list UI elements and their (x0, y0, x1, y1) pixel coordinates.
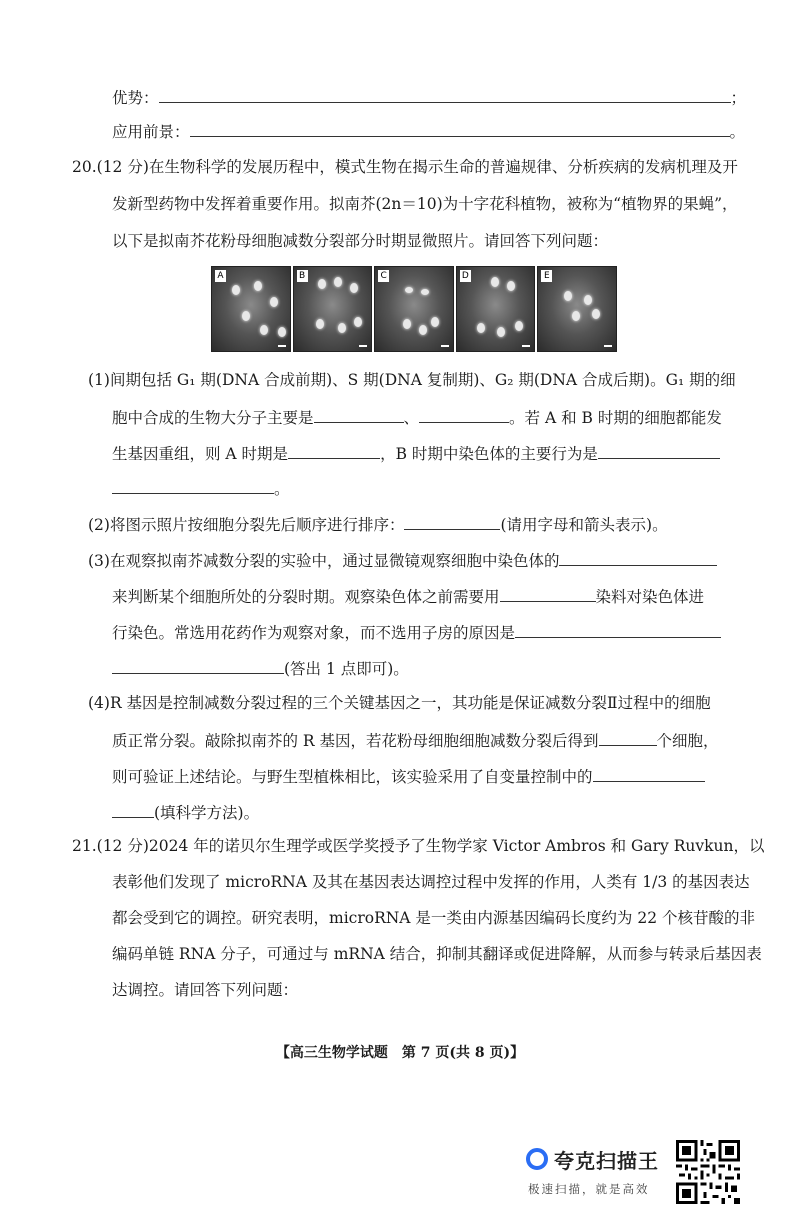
q20-part1-text: 。若 A 和 B 时期的细胞都能发 (509, 409, 722, 427)
q20-part1-line-3 (112, 442, 720, 464)
q20-part1-line-2 (112, 406, 722, 428)
qr-code-icon (676, 1140, 740, 1204)
micrograph-c (374, 266, 454, 352)
chromosome-spot (260, 325, 268, 335)
q20-part1-blank-5[interactable] (112, 477, 274, 494)
micrograph-label: C (378, 270, 389, 282)
chromosome-spot (507, 281, 515, 291)
chromosome-spot (584, 295, 592, 305)
q20-part3-text: (3)在观察拟南芥减数分裂的实验中，通过显微镜观察细胞中染色体的 (88, 552, 560, 570)
q20-part3-text: 染料对染色体进 (595, 588, 705, 606)
q20-part4-text: 则可验证上述结论。与野生型植株相比，该实验采用了自变量控制中的 (112, 768, 593, 786)
q20-stem-line-1: 20.(12 分)在生物科学的发展历程中，模式生物在揭示生命的普遍规律、分析疾病的发病机理及开 (72, 158, 738, 176)
scale-bar (522, 345, 530, 347)
chromosome-spot (431, 317, 439, 327)
q20-part1-blank-2[interactable] (419, 406, 509, 423)
chromosome-spot (242, 311, 250, 321)
micrograph-b (293, 266, 373, 352)
chromosome-spot (338, 323, 346, 333)
micrograph-d (456, 266, 536, 352)
chromosome-spot (515, 321, 523, 331)
q19-application-blank[interactable] (190, 120, 730, 137)
q20-part1-text: 生基因重组，则 A 时期是 (112, 445, 289, 463)
scale-bar (278, 345, 286, 347)
q19-application-end: 。 (729, 123, 746, 141)
q20-part3-blank-4[interactable] (112, 657, 284, 674)
q20-part1-line-4 (112, 477, 290, 499)
chromosome-spot (354, 317, 362, 327)
q21-stem-line-5: 达调控。请回答下列问题： (112, 981, 299, 999)
q20-part1-blank-4[interactable] (598, 442, 720, 459)
micrograph-label: A (215, 270, 226, 282)
micrograph-label: E (541, 270, 552, 282)
q20-stem-line-3: 以下是拟南芥花粉母细胞减数分裂部分时期显微照片。请回答下列问题： (112, 232, 609, 250)
q20-part4-blank-2[interactable] (593, 765, 705, 782)
micrograph-strip (211, 266, 617, 350)
quark-logo-icon (526, 1148, 548, 1170)
scale-bar (359, 345, 367, 347)
chromosome-spot (592, 309, 600, 319)
chromosome-spot (405, 287, 413, 293)
q20-part3-text: 行染色。常选用花药作为观察对象，而不选用子房的原因是 (112, 624, 516, 642)
scale-bar (441, 345, 449, 347)
q20-stem-line-2: 发新型药物中发挥着重要作用。拟南芥(2n＝10)为十字花科植物，被称为“植物界的果蝇”， (112, 195, 738, 213)
q20-part1-text: 、 (403, 409, 420, 427)
q20-part1-text: ，B 时期中染色体的主要行为是 (380, 445, 598, 463)
q20-part1-blank-3[interactable] (288, 442, 380, 459)
micrograph-label: B (297, 270, 308, 282)
chromosome-spot (350, 283, 358, 293)
chromosome-spot (403, 319, 411, 329)
chromosome-spot (572, 311, 580, 321)
chromosome-spot (334, 277, 342, 287)
q19-advantage-line (112, 86, 746, 108)
q20-part2-text: (请用字母和箭头表示)。 (500, 516, 668, 534)
q20-part3-blank-3[interactable] (515, 621, 721, 638)
q20-part4-text: 个细胞， (656, 732, 719, 750)
q19-advantage-end: ； (730, 89, 747, 107)
q20-part3-line-3 (112, 621, 721, 643)
chromosome-spot (421, 289, 429, 295)
brand-name: 夸克扫描王 (554, 1149, 659, 1173)
q20-part4-line-1: (4)R 基因是控制减数分裂过程的三个关键基因之一，其功能是保证减数分裂Ⅱ过程中的细胞 (88, 694, 711, 712)
chromosome-spot (564, 291, 572, 301)
chromosome-spot (254, 281, 262, 291)
q20-part3-blank-2[interactable] (500, 585, 596, 602)
q20-part4-line-2 (112, 729, 719, 751)
q19-application-line (112, 120, 745, 142)
q20-part3-blank-1[interactable] (559, 549, 717, 566)
q20-part4-line-4 (112, 801, 259, 823)
q20-part3-text: (答出 1 点即可)。 (284, 660, 409, 678)
q20-part4-line-3 (112, 765, 705, 787)
q20-part4-text: (填科学方法)。 (154, 804, 260, 822)
q19-advantage-label: 优势： (112, 89, 159, 107)
q20-part4-blank-1[interactable] (599, 729, 657, 746)
q21-stem-line-4: 编码单链 RNA 分子，可通过与 mRNA 结合，抑制其翻译或促进降解，从而参与转录后基因表 (112, 945, 762, 963)
chromosome-spot (419, 325, 427, 335)
q20-part3-line-4 (112, 657, 409, 679)
chromosome-spot (278, 327, 286, 337)
micrograph-e (537, 266, 617, 352)
scale-bar (604, 345, 612, 347)
brand-slogan: 极速扫描，就是高效 (528, 1182, 650, 1196)
q20-part3-line-1 (88, 549, 717, 571)
q20-part1-text: 。 (274, 480, 290, 498)
q20-part2-blank[interactable] (404, 513, 500, 530)
q21-stem-line-2: 表彰他们发现了 microRNA 及其在基因表达调控过程中发挥的作用，人类有 1/3 的基因表达 (112, 873, 750, 891)
q20-part1-blank-1[interactable] (314, 406, 404, 423)
q21-stem-line-3: 都会受到它的调控。研究表明，microRNA 是一类由内源基因编码长度约为 22 个核苷酸的非 (112, 909, 756, 927)
page-footer: 【高三生物学试题 第 7 页(共 8 页)】 (275, 1045, 525, 1061)
q20-part4-text: 质正常分裂。敲除拟南芥的 R 基因，若花粉母细胞细胞减数分裂后得到 (112, 732, 599, 750)
chromosome-spot (316, 319, 324, 329)
q20-part4-blank-3[interactable] (112, 801, 154, 818)
q20-part3-line-2 (112, 585, 704, 607)
chromosome-spot (491, 277, 499, 287)
q20-part2-text: (2)将图示照片按细胞分裂先后顺序进行排序： (88, 516, 405, 534)
q20-part3-text: 来判断某个细胞所处的分裂时期。观察染色体之前需要用 (112, 588, 500, 606)
q20-part1-text: 胞中合成的生物大分子主要是 (112, 409, 314, 427)
chromosome-spot (270, 297, 278, 307)
chromosome-spot (232, 285, 240, 295)
chromosome-spot (497, 327, 505, 337)
scanner-watermark (526, 1145, 676, 1205)
chromosome-spot (318, 279, 326, 289)
q19-advantage-blank[interactable] (159, 86, 731, 103)
micrograph-label: D (460, 270, 471, 282)
micrograph-a (211, 266, 291, 352)
q19-application-label: 应用前景： (112, 123, 190, 141)
chromosome-spot (477, 323, 485, 333)
q21-stem-line-1: 21.(12 分)2024 年的诺贝尔生理学或医学奖授予了生物学家 Victor Ambros 和 Gary Ruvkun，以 (72, 837, 765, 855)
q20-part1-line-1: (1)间期包括 G₁ 期(DNA 合成前期)、S 期(DNA 复制期)、G₂ 期(DNA 合成后期)。G₁ 期的细 (88, 371, 736, 389)
q20-part2-line (88, 513, 668, 535)
